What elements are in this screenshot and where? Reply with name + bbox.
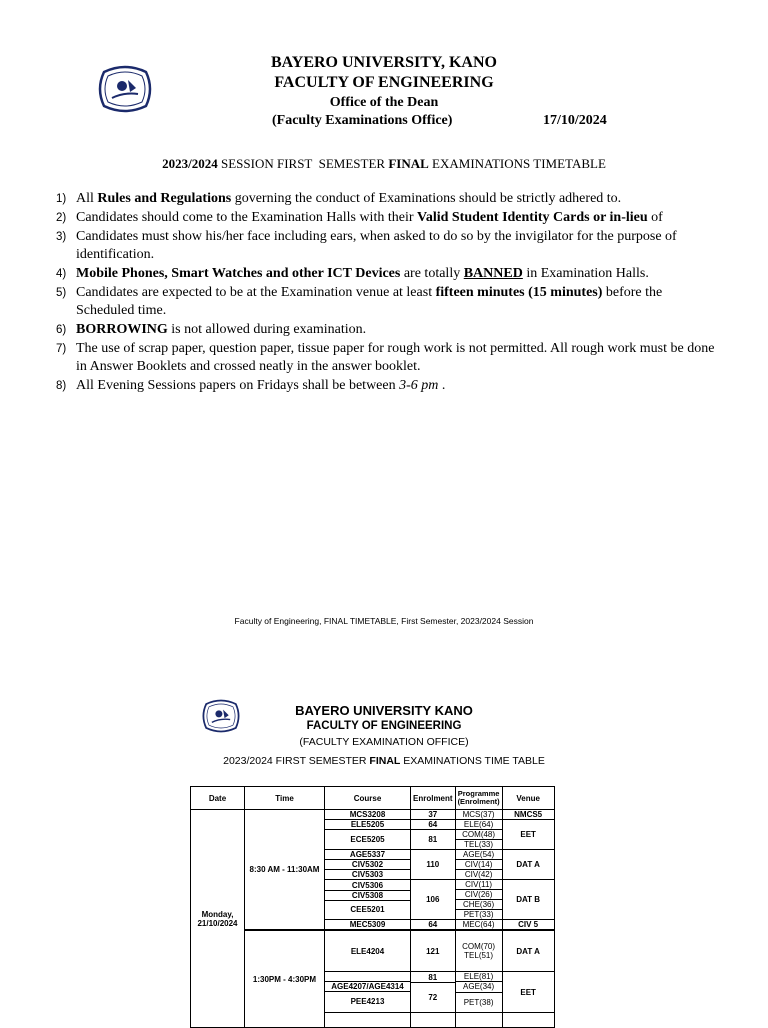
rule-text: before the Scheduled time.: [76, 285, 663, 318]
enrolment-cell: 37: [411, 810, 456, 820]
programme-cell: COM(70) TEL(51): [455, 930, 502, 972]
course-cell: MCS3208: [325, 810, 411, 820]
rule-number: 7): [56, 343, 67, 355]
page-footer: Faculty of Engineering, FINAL TIMETABLE, First Semester, 2023/2024 Session: [234, 616, 534, 626]
enrolment-cell: 106: [411, 880, 456, 920]
programme-cell: [455, 1013, 502, 1028]
university-logo: [98, 64, 152, 114]
rule-text: BANNED: [463, 266, 523, 281]
table-row: [191, 810, 555, 820]
rule-text: is not allowed during examination.: [167, 322, 367, 337]
enrolment-cell: 81 72: [411, 972, 456, 1013]
table-row: [191, 930, 555, 972]
rule-text: of: [647, 210, 663, 225]
rule-item: [56, 377, 716, 395]
header-programme: Programme (Enrolment): [455, 787, 502, 810]
venue-cell: DAT B: [502, 880, 554, 920]
exam-office-name: (Faculty Examinations Office): [272, 113, 453, 128]
rule-number: 2): [56, 212, 67, 224]
rule-text: BORROWING: [76, 322, 168, 337]
rule-text: are totally: [400, 266, 464, 281]
rule-text: in Examination Halls.: [522, 266, 649, 281]
rule-item: [56, 190, 716, 208]
office-name: Office of the Dean: [329, 95, 439, 110]
rule-text: Candidates are expected to be at the Examination venue at least: [76, 285, 436, 300]
document-date: 17/10/2024: [543, 113, 607, 128]
faculty-name: FACULTY OF ENGINEERING: [274, 74, 494, 91]
rule-text: governing the conduct of Examinations should be strictly adhered to.: [231, 191, 622, 206]
course-cell: CIV5306 CIV5308 CEE5201: [325, 880, 411, 920]
rule-number: 4): [56, 268, 67, 280]
header-venue: Venue: [502, 787, 554, 810]
rule-text: Candidates must show his/her face including ears, when asked to do so by the invigilator for the purpose of identification.: [76, 229, 677, 262]
rule-item: [56, 228, 716, 264]
rule-number: 3): [56, 231, 67, 243]
time-slot-afternoon: 1:30PM - 4:30PM: [245, 930, 325, 1028]
rule-text: Mobile Phones, Smart Watches and other ICT Devices: [76, 266, 401, 281]
venue-cell: DAT A: [502, 850, 554, 880]
course-cell: ELE4204: [325, 930, 411, 972]
page2-faculty: FACULTY OF ENGINEERING: [306, 720, 462, 732]
rule-number: 8): [56, 380, 67, 392]
enrolment-cell: 121: [411, 930, 456, 972]
university-logo-small: [202, 697, 240, 735]
rule-text: Rules and Regulations: [97, 191, 232, 206]
rule-text: 3-6 pm: [399, 378, 439, 393]
page2-title: 2023/2024 FIRST SEMESTER FINAL EXAMINATIONS TIME TABLE: [223, 755, 545, 767]
page2-office: (FACULTY EXAMINATION OFFICE): [299, 736, 469, 748]
programme-cell: ELE(64) COM(48) TEL(33): [455, 820, 502, 850]
course-cell: AGE5337 CIV5302 CIV5303: [325, 850, 411, 880]
rule-number: 5): [56, 287, 67, 299]
programme-cell: MEC(64): [455, 920, 502, 931]
enrolment-cell: 64: [411, 920, 456, 931]
course-cell: AGE4207/AGE4314 PEE4213: [325, 972, 411, 1013]
rule-item: [56, 321, 716, 339]
course-cell: ELE5205 ECE5205: [325, 820, 411, 850]
table-header-row: [191, 787, 555, 810]
rule-number: 6): [56, 324, 67, 336]
rule-text: .: [438, 378, 446, 393]
rule-text: Valid Student Identity Cards or in-lieu: [417, 210, 648, 225]
programme-cell: CIV(11) CIV(26) CHE(36) PET(33): [455, 880, 502, 920]
venue-cell: CIV 5: [502, 920, 554, 931]
date-cell: Monday, 21/10/2024: [191, 810, 245, 1028]
enrolment-cell: 64 81: [411, 820, 456, 850]
header-course: Course: [325, 787, 411, 810]
rule-text: The use of scrap paper, question paper, tissue paper for rough work is not permitted. All rough work must be done in Answer Booklets and crossed neatly in the answer booklet.: [76, 341, 715, 374]
time-slot-morning: 8:30 AM - 11:30AM: [245, 810, 325, 931]
programme-cell: ELE(81) AGE(34) PET(38): [455, 972, 502, 1013]
venue-cell: EET: [502, 972, 554, 1013]
document-title: 2023/2024 SESSION FIRST SEMESTER FINAL EXAMINATIONS TIMETABLE: [162, 156, 606, 171]
rule-text: fifteen minutes (15 minutes): [435, 285, 603, 300]
venue-cell: DAT A: [502, 930, 554, 972]
rule-text: All: [76, 191, 98, 206]
course-cell: [325, 1013, 411, 1028]
page2-university: BAYERO UNIVERSITY KANO: [295, 703, 473, 718]
venue-cell: EET: [502, 820, 554, 850]
enrolment-cell: 110: [411, 850, 456, 880]
rule-number: 1): [56, 193, 67, 205]
university-name: BAYERO UNIVERSITY, KANO: [271, 54, 497, 71]
header-date: Date: [191, 787, 245, 810]
rule-item: [56, 265, 716, 283]
rule-item: [56, 340, 716, 376]
header-enrolment: Enrolment: [411, 787, 456, 810]
programme-cell: AGE(54) CIV(14) CIV(42): [455, 850, 502, 880]
exam-timetable: [190, 786, 555, 1028]
course-cell: MEC5309: [325, 920, 411, 931]
venue-cell: [502, 1013, 554, 1028]
venue-cell: NMCS5: [502, 810, 554, 820]
rule-text: All Evening Sessions papers on Fridays shall be between: [76, 378, 400, 393]
rule-item: [56, 284, 716, 320]
rule-text: Candidates should come to the Examination Halls with their: [76, 210, 417, 225]
rules-list: [56, 190, 716, 396]
programme-cell: MCS(37): [455, 810, 502, 820]
rule-item: [56, 209, 716, 227]
enrolment-cell: [411, 1013, 456, 1028]
header-time: Time: [245, 787, 325, 810]
